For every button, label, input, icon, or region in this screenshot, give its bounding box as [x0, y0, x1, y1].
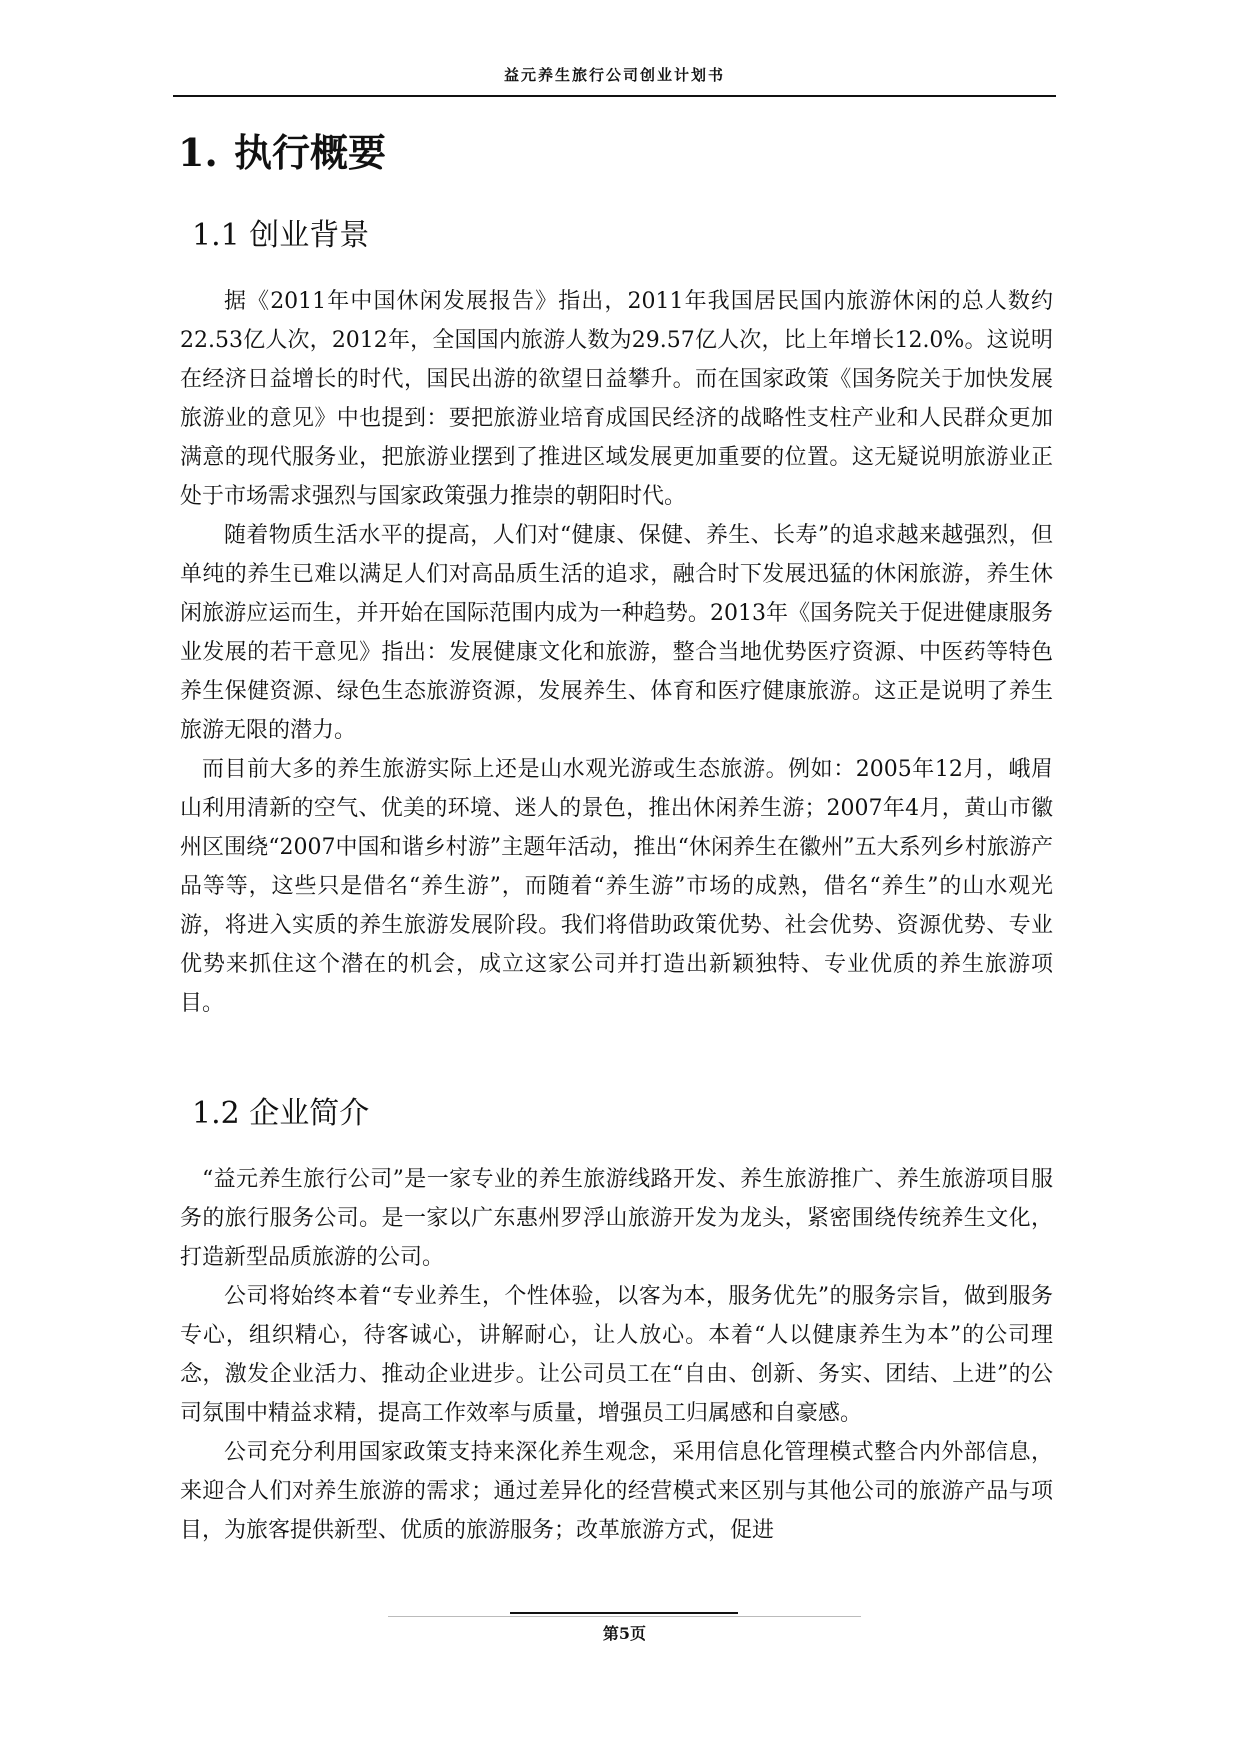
paragraph: 据《2011年中国休闲发展报告》指出，2011年我国居民国内旅游休闲的总人数约22.53亿人次，2012年，全国国内旅游人数为29.57亿人次，比上年增长12.0%。这说明在经济日益增长的时代，国民出游的欲望日益攀升。而在国家政策《国务院关于加快发展旅游业的意见》中也提到：要把旅游业培育成国民经济的战略性支柱产业和人民群众更加满意的现代服务业，把旅游业摆到了推进区域发展更加重要的位置。这无疑说明旅游业正处于市场需求强烈与国家政策强力推崇的朝阳时代。: [180, 289, 1053, 509]
page-number: 第5页: [602, 1624, 647, 1643]
chapter-number: 1.: [178, 130, 218, 175]
footer-divider: [388, 1616, 861, 1617]
paragraph: 随着物质生活水平的提高，人们对“健康、保健、养生、长寿”的追求越来越强烈，但单纯的养生已难以满足人们对高品质生活的追求，融合时下发展迅猛的休闲旅游，养生休闲旅游应运而生，并开始在国际范围内成为一种趋势。2013年《国务院关于促进健康服务业发展的若干意见》指出：发展健康文化和旅游，整合当地优势医疗资源、中医药等特色养生保健资源、绿色生态旅游资源，发展养生、体育和医疗健康旅游。这正是说明了养生旅游无限的潜力。: [180, 523, 1053, 743]
header-divider: [173, 95, 1056, 97]
chapter-title: 执行概要: [234, 130, 387, 175]
section-heading-company-intro: 1.2 企业简介: [192, 1096, 370, 1131]
page-header: 益元养生旅行公司创业计划书: [503, 66, 725, 84]
paragraph: 而目前大多的养生旅游实际上还是山水观光游或生态旅游。例如：2005年12月，峨眉山利用清新的空气、优美的环境、迷人的景色，推出休闲养生游；2007年4月，黄山市徽州区围绕“2007中国和谐乡村游”主题年活动，推出“休闲养生在徽州”五大系列乡村旅游产品等等，这些只是借名“养生游”，而随着“养生游”市场的成熟，借名“养生”的山水观光游，将进入实质的养生旅游发展阶段。我们将借助政策优势、社会优势、资源优势、专业优势来抓住这个潜在的机会，成立这家公司并打造出新颖独特、专业优质的养生旅游项目。: [180, 757, 1053, 1016]
section-body-company-intro: [180, 1160, 1053, 1550]
footer-divider-bold: [510, 1612, 738, 1614]
paragraph: 公司将始终本着“专业养生，个性体验，以客为本，服务优先”的服务宗旨，做到服务专心，组织精心，待客诚心，讲解耐心，让人放心。本着“人以健康养生为本”的公司理念，激发企业活力、推动企业进步。让公司员工在“自由、创新、务实、团结、上进”的公司氛围中精益求精，提高工作效率与质量，增强员工归属感和自豪感。: [180, 1284, 1053, 1426]
section-heading-background: 1.1 创业背景: [192, 218, 370, 253]
paragraph: 公司充分利用国家政策支持来深化养生观念，采用信息化管理模式整合内外部信息，来迎合人们对养生旅游的需求；通过差异化的经营模式来区别与其他公司的旅游产品与项目，为旅客提供新型、优质的旅游服务；改革旅游方式，促进: [180, 1440, 1053, 1543]
paragraph: “益元养生旅行公司”是一家专业的养生旅游线路开发、养生旅游推广、养生旅游项目服务的旅行服务公司。是一家以广东惠州罗浮山旅游开发为龙头，紧密围绕传统养生文化，打造新型品质旅游的公司。: [180, 1167, 1053, 1270]
chapter-heading: [178, 128, 386, 178]
section-body-background: [180, 282, 1053, 1023]
